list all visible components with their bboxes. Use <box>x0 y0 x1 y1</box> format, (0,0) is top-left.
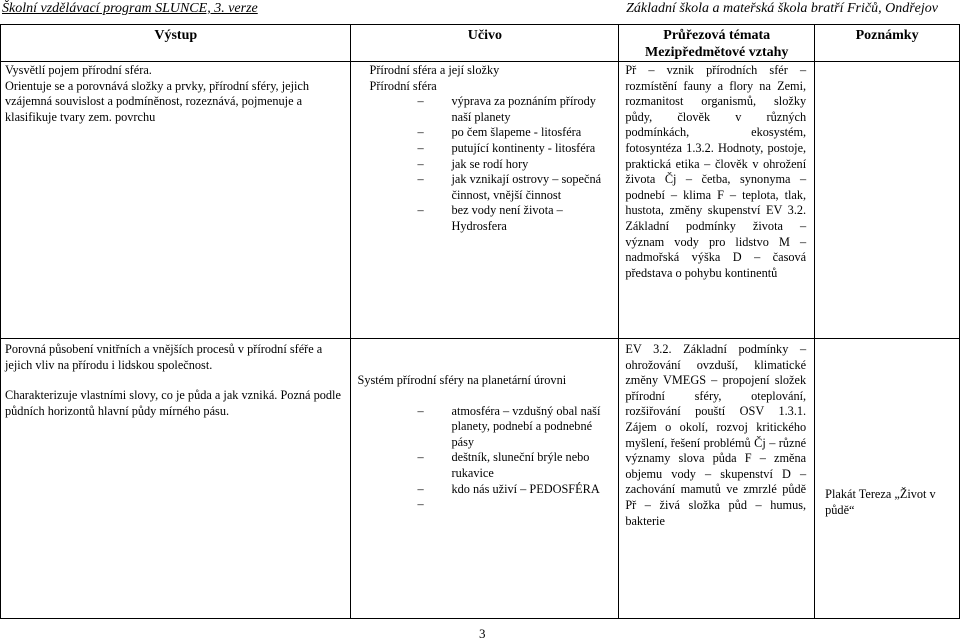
col-header-poznamky: Poznámky <box>815 25 960 62</box>
header-school-program: Školní vzdělávací program SLUNCE, 3. verze <box>2 1 258 16</box>
list-item: – bez vody není života – Hydrosfera <box>417 203 612 234</box>
list-item: – atmosféra – vzdušný obal naší planety, podnebí a podnebné pásy <box>417 404 612 451</box>
list-item: – po čem šlapeme - litosféra <box>417 125 612 141</box>
row2-pt: EV 3.2. Základní podmínky – ohrožování ovzduší, klimatické změny VMEGS – propojení složek přírodní sféry, oteplování, rozšiřování pouští OSV 1.3.1. Zájem o okolí, rozvoj kritického myšlení, řešení problémů Čj – různé významy slova půda F – změna objemu vody – skupenství D – zachování mamutů ve zmrzlé půdě Př – živá složka půd – humus, bakterie <box>619 339 815 619</box>
col-header-pt-line2: Mezipředmětové vztahy <box>644 45 789 60</box>
row1-ucivo-list <box>369 94 612 234</box>
row1-ucivo-title: Přírodní sféra a její složky <box>369 63 500 77</box>
table-header-row <box>1 25 960 62</box>
row1-ucivo <box>351 62 619 339</box>
table-row <box>1 339 960 619</box>
row1-vystup-p1: Vysvětlí pojem přírodní sféra. <box>5 63 152 77</box>
row1-vystup <box>1 62 351 339</box>
list-item: – putující kontinenty - litosféra <box>417 141 612 157</box>
row1-poznamky <box>815 62 960 339</box>
row2-vystup-p1: Porovná působení vnitřních a vnějších procesů v přírodní sféře a jejich vliv na přírodu i lidskou společnost. <box>5 342 323 372</box>
page-number: 3 <box>479 626 486 641</box>
col-header-pt <box>619 25 815 62</box>
row2-ucivo-title: Systém přírodní sféry na planetární úrovni <box>357 373 567 387</box>
page-header <box>0 0 960 20</box>
row1-pt: Př – vznik přírodních sfér – rozmístění fauny a flory na Zemi, rozmanitost organismů, složky půdy, člověk v různých podmínkách, ekosystém, fotosyntéza 1.3.2. Hodnoty, postoje, praktická etika – člověk v ohrožení života Čj – četba, synonyma – podnebí – klima F – teplota, tlak, hustota, změny skupenství EV 3.2. Základní podmínky života – význam vody pro lidstvo M – nadmořská výška D – časová představa o pohybu kontinentů <box>619 62 815 339</box>
row2-ucivo <box>351 339 619 619</box>
row2-vystup <box>1 339 351 619</box>
list-item: – deštník, sluneční brýle nebo rukavice <box>417 450 612 481</box>
list-item: – kdo nás uživí – PEDOSFÉRA <box>417 482 612 498</box>
row1-ucivo-sub: Přírodní sféra <box>369 78 437 93</box>
list-item: – výprava za poznáním přírody naší planety <box>417 94 612 125</box>
row2-poznamky: Plakát Tereza „Život v půdě“ <box>815 339 960 619</box>
row2-vystup-p2: Charakterizuje vlastními slovy, co je půda a jak vzniká. Pozná podle půdních horizontů hlavní půdy mírného pásu. <box>5 388 341 418</box>
col-header-vystup: Výstup <box>1 25 351 62</box>
list-item: – jak se rodí hory <box>417 157 612 173</box>
col-header-ucivo: Učivo <box>351 25 619 62</box>
curriculum-table <box>0 24 960 619</box>
col-header-pt-line1: Průřezová témata <box>663 28 771 43</box>
row2-ucivo-list <box>357 404 612 498</box>
table-row <box>1 62 960 339</box>
row1-vystup-p2: Orientuje se a porovnává složky a prvky, přírodní sféry, jejich vzájemná souvislost a podmíněnost, rozeznává, pojmenuje a klasifikuje tvary zem. povrchu <box>5 78 310 124</box>
list-item: – jak vznikají ostrovy – sopečná činnost, vnější činnost <box>417 172 612 203</box>
header-school-name: Základní škola a mateřská škola bratří Fričů, Ondřejov <box>626 1 938 16</box>
